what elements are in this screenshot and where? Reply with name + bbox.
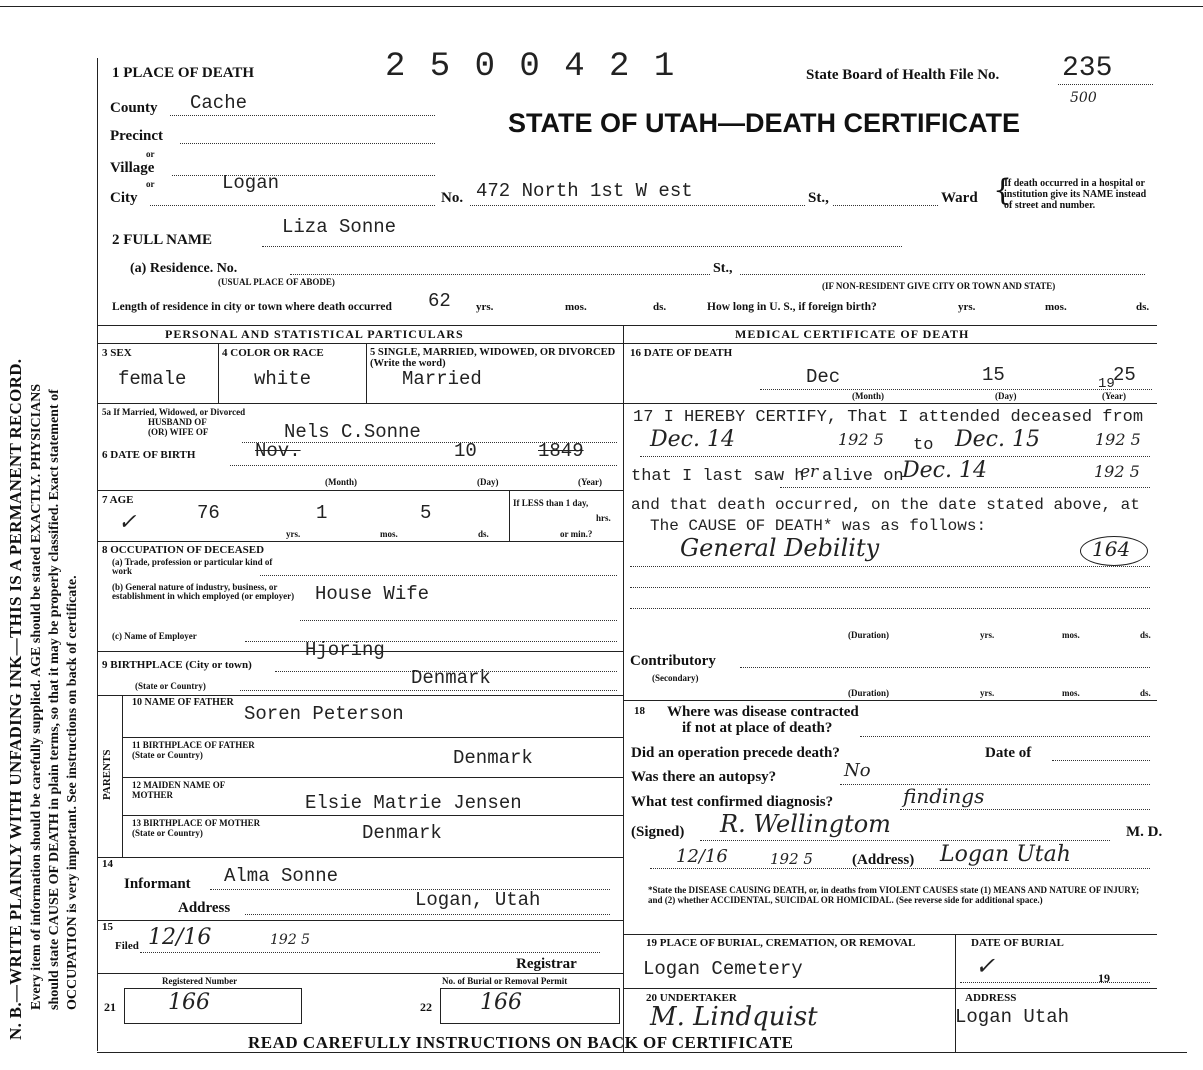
cause-footnote: *State the DISEASE CAUSING DEATH, or, in deaths from VIOLENT CAUSES state (1) MEANS AND NATURE OF INJURY; and (2) whether ACCIDENTAL, SUICIDAL OR HOMICIDAL. (See reverse side for additional space.) bbox=[648, 885, 1140, 905]
length-residence-label: Length of residence in city or town where death occurred bbox=[112, 301, 392, 313]
row-18-bottom bbox=[623, 934, 1157, 935]
dob-line bbox=[230, 465, 617, 466]
how-long-yrs: yrs. bbox=[958, 301, 976, 313]
last-saw-hw: er bbox=[800, 462, 819, 482]
birthplace-country-line bbox=[240, 690, 617, 691]
city-label: City bbox=[110, 190, 138, 206]
length-yrs: yrs. bbox=[476, 301, 494, 313]
cause-line-2 bbox=[630, 587, 1150, 588]
how-long-mos: mos. bbox=[1045, 301, 1067, 313]
secondary-caption: (Secondary) bbox=[652, 673, 699, 683]
father-name-label: 10 NAME OF FATHER bbox=[132, 697, 234, 708]
signed-value: R. Wellingtom bbox=[720, 810, 891, 838]
row-19-bottom bbox=[623, 988, 1157, 989]
attended-from: Dec. 14 bbox=[650, 427, 735, 452]
test-value: findings bbox=[903, 784, 985, 808]
section-header-line bbox=[97, 343, 1157, 344]
length-residence-value: 62 bbox=[428, 290, 451, 312]
medical-section-title: MEDICAL CERTIFICATE OF DEATH bbox=[735, 327, 970, 341]
filed-year: 192 5 bbox=[270, 932, 311, 948]
item-15: 15 bbox=[102, 921, 113, 933]
city-line bbox=[150, 205, 435, 206]
certificate-title: STATE OF UTAH—DEATH CERTIFICATE bbox=[508, 108, 1020, 138]
left-frame-line bbox=[97, 58, 98, 1051]
margin-line-4: OCCUPATION is very important. See instructions on back of certificate. bbox=[65, 575, 80, 1010]
or-2: or bbox=[146, 179, 155, 189]
village-label: Village bbox=[110, 160, 155, 176]
undertaker-address: Logan Utah bbox=[955, 1006, 1070, 1028]
registered-number-item: 21 bbox=[104, 1000, 116, 1014]
death-month: Dec bbox=[806, 366, 841, 388]
attended-line bbox=[640, 456, 1150, 457]
personal-section-title: PERSONAL AND STATISTICAL PARTICULARS bbox=[165, 327, 464, 341]
row-6-bottom bbox=[97, 490, 623, 491]
row-13-bottom bbox=[97, 857, 623, 858]
attended-to-year: 192 5 bbox=[1095, 430, 1141, 449]
row-11-bottom bbox=[122, 777, 623, 778]
mos-caption-1: mos. bbox=[1062, 630, 1080, 640]
date-of-line bbox=[1052, 760, 1150, 761]
hrs-caption: hrs. bbox=[596, 513, 611, 523]
employer-line bbox=[245, 641, 617, 642]
ward-note: If death occurred in a hospital or institution give its NAME instead of street and number. bbox=[1004, 178, 1147, 211]
city-value: Logan bbox=[222, 172, 280, 194]
birthplace-label: 9 BIRTHPLACE (City or town) bbox=[102, 659, 252, 671]
residence-st-label: St., bbox=[713, 261, 733, 276]
residence-label: (a) Residence. No. bbox=[130, 261, 238, 276]
street-st-label: St., bbox=[808, 190, 829, 206]
occupation-value: House Wife bbox=[315, 583, 430, 605]
age-check: ✓ bbox=[118, 510, 137, 535]
sex-color-divider bbox=[218, 343, 219, 403]
burial-permit-item: 22 bbox=[420, 1000, 432, 1014]
parents-label: PARENTS bbox=[101, 749, 113, 800]
burial-date-check: ✓ bbox=[975, 952, 996, 980]
county-line bbox=[170, 115, 435, 116]
alive-on-year: 192 5 bbox=[1094, 462, 1140, 481]
row-16-bottom bbox=[623, 403, 1157, 404]
margin-line-1: N. B.—WRITE PLAINLY WITH UNFADING INK—THIS IS A PERMANENT RECORD. bbox=[6, 358, 25, 1040]
birthplace-city: Hjoring bbox=[305, 639, 385, 661]
or-1: or bbox=[146, 149, 155, 159]
filed-label: Filed bbox=[115, 940, 139, 952]
sex-value: female bbox=[118, 368, 187, 390]
burial-divider bbox=[955, 934, 956, 1052]
ward-label: Ward bbox=[941, 190, 978, 206]
file-no-note: 500 bbox=[1070, 90, 1097, 106]
row-10-bottom bbox=[122, 737, 623, 738]
yrs-caption-2: yrs. bbox=[980, 688, 995, 698]
burial-date-label: DATE OF BURIAL bbox=[971, 937, 1064, 949]
test-line bbox=[900, 809, 1150, 810]
physician-address: Logan Utah bbox=[940, 842, 1071, 867]
cause-line-1 bbox=[630, 566, 1150, 567]
nonresident-note: (IF NON-RESIDENT GIVE CITY OR TOWN AND STATE) bbox=[822, 281, 1056, 291]
birthplace-country: Denmark bbox=[411, 667, 491, 689]
burial-place-label: 19 PLACE OF BURIAL, CREMATION, OR REMOVAL bbox=[646, 937, 916, 949]
age-yrs-caption: yrs. bbox=[286, 529, 301, 539]
duration-caption-1: (Duration) bbox=[848, 630, 889, 640]
registered-number-label: Registered Number bbox=[162, 976, 238, 986]
husband-label-1: 5a If Married, Widowed, or Divorced bbox=[102, 407, 246, 417]
file-no-label: State Board of Health File No. bbox=[806, 67, 1000, 83]
undertaker-address-label: ADDRESS bbox=[965, 992, 1017, 1004]
burial-date-line bbox=[960, 982, 1150, 983]
dob-day-caption: (Day) bbox=[477, 477, 499, 487]
attended-from-year: 192 5 bbox=[838, 430, 884, 449]
registered-number-box bbox=[124, 988, 302, 1024]
dob-label: 6 DATE OF BIRTH bbox=[102, 449, 196, 461]
place-of-death-label: 1 PLACE OF DEATH bbox=[112, 65, 255, 81]
row-9-bottom bbox=[97, 695, 623, 696]
mother-name-label: 12 MAIDEN NAME OF MOTHER bbox=[132, 780, 225, 800]
age-days: 5 bbox=[420, 502, 432, 524]
full-name-line bbox=[262, 246, 902, 247]
village-line bbox=[172, 175, 435, 176]
section-top-line bbox=[97, 325, 1157, 326]
duration-caption-2: (Duration) bbox=[848, 688, 889, 698]
death-year: 25 bbox=[1113, 364, 1136, 386]
alive-on-text: alive on bbox=[822, 467, 904, 486]
death-occurred-text: and that death occurred, on the date stated above, at bbox=[631, 496, 1140, 514]
test-label: What test confirmed diagnosis? bbox=[631, 794, 834, 810]
full-name-label: 2 FULL NAME bbox=[112, 232, 213, 248]
street-no-label: No. bbox=[441, 190, 464, 206]
where-contracted-label: Where was disease contracted bbox=[667, 704, 859, 720]
file-no-line bbox=[1058, 84, 1153, 85]
informant-value: Alma Sonne bbox=[224, 865, 339, 887]
county-value: Cache bbox=[190, 92, 248, 114]
age-months: 1 bbox=[316, 502, 328, 524]
column-divider bbox=[623, 325, 624, 1052]
mother-birthplace-label: 13 BIRTHPLACE OF MOTHER (State or Country) bbox=[132, 818, 261, 838]
length-ds: ds. bbox=[653, 301, 667, 313]
husband-label-2: HUSBAND OF bbox=[148, 417, 207, 427]
marital-value: Married bbox=[402, 368, 482, 390]
physician-address-label: (Address) bbox=[852, 852, 915, 868]
burial-year: 19 bbox=[1098, 971, 1110, 985]
mos-caption-2: mos. bbox=[1062, 688, 1080, 698]
father-birthplace: Denmark bbox=[453, 747, 533, 769]
informant-line bbox=[210, 889, 610, 890]
dob-month-caption: (Month) bbox=[325, 477, 357, 487]
st-line bbox=[833, 205, 938, 206]
death-month-caption: (Month) bbox=[852, 391, 884, 401]
signed-date: 12/16 bbox=[676, 846, 728, 867]
burial-place: Logan Cemetery bbox=[643, 958, 803, 980]
cause-text: The CAUSE OF DEATH* was as follows: bbox=[650, 517, 987, 535]
date-of-death-label: 16 DATE OF DEATH bbox=[630, 347, 733, 359]
if-not-place-label: if not at place of death? bbox=[682, 720, 833, 736]
signed-line bbox=[700, 840, 1110, 841]
ds-caption-1: ds. bbox=[1140, 630, 1151, 640]
street-value: 472 North 1st W est bbox=[476, 180, 693, 202]
death-year-caption: (Year) bbox=[1102, 391, 1126, 401]
death-year-prefix: 19 bbox=[1098, 376, 1115, 392]
registered-number: 166 bbox=[168, 990, 210, 1015]
county-label: County bbox=[110, 100, 158, 116]
autopsy-value: No bbox=[844, 760, 871, 781]
color-marital-divider bbox=[366, 343, 367, 403]
certificate-stamp-number: 2 5 0 0 4 2 1 bbox=[385, 48, 677, 86]
margin-line-3: should state CAUSE OF DEATH in plain terms, so that it may be properly classified. Exact statement of bbox=[47, 389, 62, 1010]
filed-value: 12/16 bbox=[148, 925, 212, 950]
dob-day: 10 bbox=[454, 440, 477, 462]
occupation-b: (b) General nature of industry, business, or establishment in which employed (or employer) bbox=[112, 582, 295, 601]
informant-label: Informant bbox=[124, 876, 191, 892]
age-years: 76 bbox=[197, 502, 220, 524]
dob-year: 1849 bbox=[538, 440, 584, 462]
birthplace-state-caption: (State or Country) bbox=[135, 681, 206, 691]
certify-text: 17 I HEREBY CERTIFY, That I attended deceased from bbox=[633, 408, 1144, 427]
margin-line-2: Every item of information should be carefully supplied. AGE should be stated EXACTLY. PHYSICIANS bbox=[29, 383, 44, 1010]
full-name-value: Liza Sonne bbox=[282, 216, 397, 238]
yrs-caption-1: yrs. bbox=[980, 630, 995, 640]
item-18: 18 bbox=[634, 705, 645, 717]
parents-divider bbox=[122, 695, 123, 857]
death-day: 15 bbox=[982, 364, 1005, 386]
sex-label: 3 SEX bbox=[102, 347, 132, 359]
cause-value: General Debility bbox=[680, 534, 880, 562]
cause-code: 164 bbox=[1092, 537, 1131, 561]
length-mos: mos. bbox=[565, 301, 587, 313]
burial-permit-number: 166 bbox=[480, 990, 522, 1015]
residence-line bbox=[290, 274, 710, 275]
last-saw-text: that I last saw h bbox=[631, 467, 805, 486]
precinct-label: Precinct bbox=[110, 128, 164, 144]
signed-year: 192 5 bbox=[770, 850, 813, 868]
filed-line bbox=[140, 952, 600, 953]
undertaker-value: M. Lindquist bbox=[650, 1002, 818, 1032]
residence-st-line bbox=[740, 274, 1145, 275]
ds-caption-2: ds. bbox=[1140, 688, 1151, 698]
contributory-line bbox=[740, 667, 1150, 668]
marital-label: 5 SINGLE, MARRIED, WIDOWED, OR DIVORCED (Write the word) bbox=[370, 347, 616, 369]
or-min-caption: or min.? bbox=[560, 529, 593, 539]
row-7-bottom bbox=[97, 541, 623, 542]
item-14: 14 bbox=[102, 858, 113, 870]
ward-brace: { bbox=[993, 173, 1013, 208]
informant-address: Logan, Utah bbox=[415, 889, 541, 911]
signed-label: (Signed) bbox=[631, 824, 685, 840]
informant-address-line bbox=[245, 914, 610, 915]
autopsy-label: Was there an autopsy? bbox=[631, 769, 777, 785]
death-day-caption: (Day) bbox=[995, 391, 1017, 401]
mother-birthplace: Denmark bbox=[362, 822, 442, 844]
footer-instructions: READ CAREFULLY INSTRUCTIONS ON BACK OF CERTIFICATE bbox=[248, 1033, 794, 1052]
color-value: white bbox=[254, 368, 312, 390]
mother-name: Elsie Matrie Jensen bbox=[305, 792, 522, 814]
to-label: to bbox=[913, 436, 934, 455]
occupation-b-line bbox=[300, 620, 617, 621]
age-ds-caption: ds. bbox=[478, 529, 489, 539]
row-14-bottom bbox=[97, 920, 623, 921]
autopsy-line bbox=[840, 784, 1150, 785]
occupation-a: (a) Trade, profession or particular kind of work bbox=[112, 557, 273, 576]
row-3-bottom bbox=[97, 403, 623, 404]
operation-label: Did an operation precede death? bbox=[631, 745, 840, 761]
age-mos-caption: mos. bbox=[380, 529, 398, 539]
attended-to: Dec. 15 bbox=[955, 427, 1040, 452]
file-no-value: 235 bbox=[1062, 53, 1113, 84]
undertaker-label: 20 UNDERTAKER bbox=[646, 992, 737, 1004]
row-12-bottom bbox=[122, 815, 623, 816]
if-less-label: If LESS than 1 day, bbox=[513, 498, 589, 508]
occupation-label: 8 OCCUPATION OF DECEASED bbox=[102, 544, 265, 556]
street-line bbox=[470, 205, 805, 206]
how-long-ds: ds. bbox=[1136, 301, 1150, 313]
md-label: M. D. bbox=[1126, 824, 1163, 840]
informant-address-label: Address bbox=[178, 900, 231, 916]
contributory-label: Contributory bbox=[630, 653, 716, 669]
age-label: 7 AGE bbox=[102, 494, 134, 506]
alive-line bbox=[780, 487, 1150, 488]
alive-on: Dec. 14 bbox=[902, 458, 987, 483]
usual-place-caption: (USUAL PLACE OF ABODE) bbox=[218, 277, 335, 287]
father-name: Soren Peterson bbox=[244, 703, 404, 725]
dob-month: Nov. bbox=[255, 440, 301, 462]
father-birthplace-label: 11 BIRTHPLACE OF FATHER (State or Country) bbox=[132, 740, 255, 760]
husband-label-3: (OR) WIFE OF bbox=[148, 427, 209, 437]
physician-address-line bbox=[650, 868, 1150, 869]
top-border bbox=[0, 6, 1203, 7]
age-divider bbox=[509, 490, 510, 541]
cause-line-3 bbox=[630, 608, 1150, 609]
burial-permit-label: No. of Burial or Removal Permit bbox=[442, 976, 568, 986]
where-contracted-line bbox=[860, 736, 1150, 737]
how-long-us-label: How long in U. S., if foreign birth? bbox=[707, 301, 877, 313]
dob-year-caption: (Year) bbox=[578, 477, 602, 487]
occupation-a-line bbox=[260, 575, 617, 576]
registrar-label: Registrar bbox=[516, 956, 577, 972]
husband-value: Nels C.Sonne bbox=[284, 421, 421, 443]
death-date-line bbox=[760, 389, 1152, 390]
row-17-bottom bbox=[623, 700, 1157, 701]
date-of-label: Date of bbox=[985, 745, 1032, 761]
row-15-bottom bbox=[97, 973, 623, 974]
color-label: 4 COLOR OR RACE bbox=[222, 347, 324, 359]
burial-permit-box bbox=[440, 988, 620, 1024]
precinct-line bbox=[180, 143, 435, 144]
employer-label: (c) Name of Employer bbox=[112, 631, 197, 641]
